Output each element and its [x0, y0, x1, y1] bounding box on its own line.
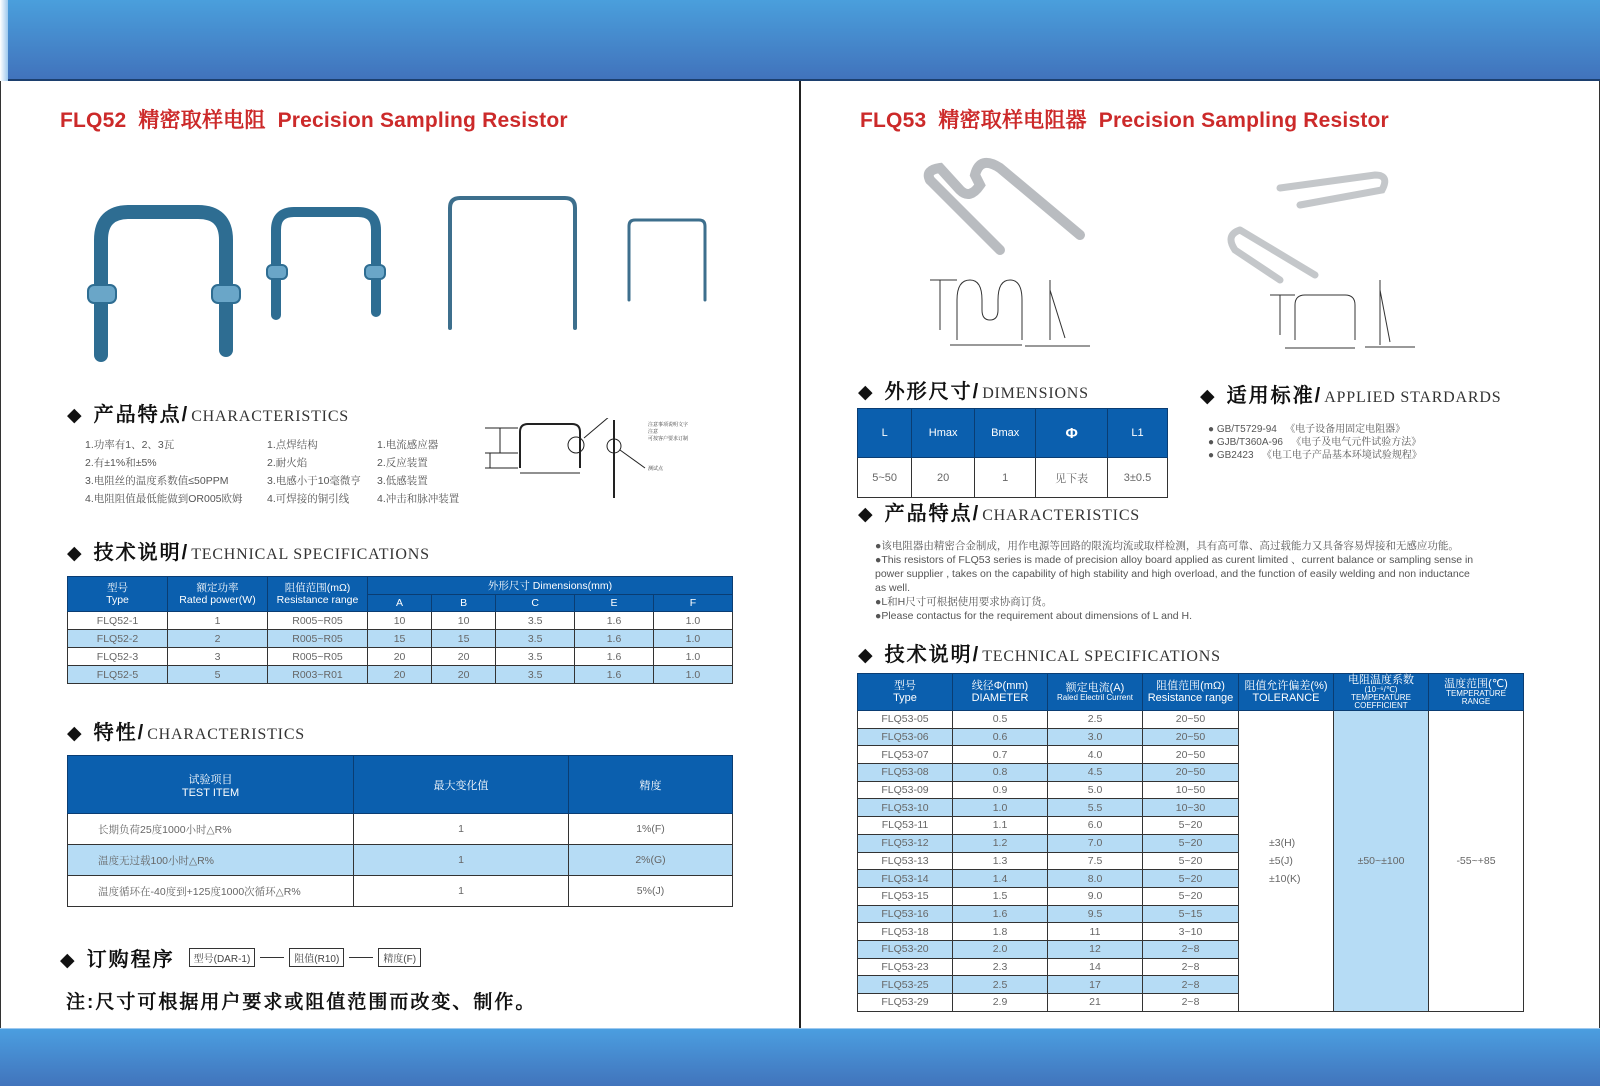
flq53-spec-table [857, 673, 1524, 1012]
col-header-diameter: Φ [1036, 409, 1108, 458]
table-row: 5~50 20 1 见下表 3±0.5 [858, 458, 1168, 498]
table-row: FLQ53-20 2.0 12 2~8 [858, 940, 1524, 958]
col-header-test-item: 试验项目 TEST ITEM [68, 756, 354, 814]
section-heading-tech-specs: ◆ 技术说明/ TECHNICAL SPECIFICATIONS [67, 542, 430, 564]
order-connector [260, 957, 284, 958]
col-header-current: 额定电流(A) Raled Electril Current [1048, 674, 1143, 711]
svg-text:注意事项说明文字: 注意事项说明文字 [648, 422, 689, 428]
flq53-title: FLQ53 精密取样电阻器 Precision Sampling Resistor [860, 109, 1389, 132]
col-header-range: 阻值范围(mΩ) Resistance range [1143, 674, 1239, 711]
flq52-spec-table [67, 576, 733, 684]
col-header-e: E [575, 595, 654, 612]
characteristic-item: 1.点焊结构 [267, 439, 318, 451]
order-box-model: 型号(DAR-1) [189, 948, 256, 967]
col-header-a: A [368, 595, 432, 612]
section-heading-characteristics: ◆ 产品特点/ CHARACTERISTICS [67, 404, 349, 426]
tolerance-cell: ±3(H) ±5(J) ±10(K) [1239, 711, 1334, 1012]
m-resistor-photo-icon [929, 163, 1080, 250]
u-resistor-tall-thin-icon [450, 198, 575, 328]
flq53-dimensions-table [857, 408, 1168, 498]
characteristics-paragraphs: ●该电阻器由精密合金制成，用作电源等回路的限流均流或取样检测，具有高可靠、高过载能力又具备容易焊接和无感应功能。 ●This resistors of FLQ53 series is made of precision alloy board applied as curent limited 、current balance or sampling sense in power supplier , takes on the capability of high stability and high overload, and the function of easily welding and non inductance as well. ●L和H尺寸可根据使用要求协商订货。 ●Please contactus for the requirement about dimensions of L and H. [875, 540, 1474, 622]
svg-text:注意: 注意 [648, 429, 659, 435]
svg-text:测试点: 测试点 [648, 466, 664, 472]
table-row: FLQ53-29 2.9 21 2~8 [858, 994, 1524, 1012]
page-divider [799, 81, 801, 1028]
diamond-bullet-icon: ◆ [67, 543, 82, 564]
characteristic-item: 4.电阻阻值最低能做到OR005欧姆 [85, 493, 243, 505]
table-row: FLQ52-5 5 R003~R01 20 20 3.5 1.6 1.0 [68, 666, 733, 684]
col-header-range: 阻值范围(mΩ) Resistance range [268, 577, 368, 612]
table-row: FLQ53-05 0.5 2.5 20~50 ±3(H) ±5(J) ±10(K) ±50~±100 -55~+85 [858, 711, 1524, 729]
characteristic-item: 3.电阻丝的温度系数值≤50PPM [85, 475, 229, 487]
section-heading-properties: ◆ 特性/ CHARACTERISTICS [67, 722, 305, 744]
table-row: FLQ53-11 1.1 6.0 5~20 [858, 817, 1524, 835]
table-row: FLQ53-08 0.8 4.5 20~50 [858, 764, 1524, 782]
dimension-drawings [930, 280, 1415, 348]
table-row: 长期负荷25度1000小时△R% 1 1%(F) [68, 814, 733, 845]
characteristic-item: 1.功率有1、2、3瓦 [85, 439, 175, 451]
table-row: 温度循环在-40度到+125度1000次循环△R% 1 5%(J) [68, 876, 733, 907]
u-resistor-photo-icon [1231, 175, 1385, 280]
col-header-hmax: Hmax [912, 409, 975, 458]
characteristic-item: 2.有±1%和±5% [85, 457, 157, 469]
table-row: FLQ53-10 1.0 5.5 10~30 [858, 799, 1524, 817]
table-row: FLQ53-25 2.5 17 2~8 [858, 976, 1524, 994]
table-row: FLQ53-06 0.6 3.0 20~50 [858, 728, 1524, 746]
page-border [0, 81, 1, 1028]
col-header-max-change: 最大变化值 [354, 756, 569, 814]
col-header-l: L [858, 409, 912, 458]
diamond-bullet-icon: ◆ [60, 950, 75, 971]
col-header-bmax: Bmax [974, 409, 1035, 458]
section-heading-dimensions: ◆ 外形尺寸/ DIMENSIONS [858, 381, 1089, 403]
table-row: FLQ53-14 1.4 8.0 5~20 [858, 870, 1524, 888]
table-row: FLQ52-3 3 R005~R05 20 20 3.5 1.6 1.0 [68, 648, 733, 666]
table-row: FLQ53-23 2.3 14 2~8 [858, 958, 1524, 976]
flq52-dimension-drawing [480, 418, 740, 510]
table-row: FLQ53-15 1.5 9.0 5~20 [858, 887, 1524, 905]
col-header-b: B [432, 595, 496, 612]
table-row: FLQ53-09 0.9 5.0 10~50 [858, 781, 1524, 799]
temp-range-cell: -55~+85 [1429, 711, 1524, 1012]
flq52-title [60, 104, 568, 134]
diamond-bullet-icon: ◆ [67, 405, 82, 426]
characteristic-item: 3.低感装置 [377, 475, 428, 487]
table-row: FLQ53-18 1.8 11 3~10 [858, 923, 1524, 941]
section-heading-characteristics-flq53: ◆ 产品特点/ CHARACTERISTICS [858, 503, 1140, 525]
temp-coefficient-cell: ±50~±100 [1334, 711, 1429, 1012]
table-row: FLQ53-13 1.3 7.5 5~20 [858, 852, 1524, 870]
standard-item: ● GB2423 《电工电子产品基本环境试验规程》 [1208, 450, 1422, 461]
flq52-product-photos [80, 190, 740, 370]
col-header-f: F [653, 595, 732, 612]
diamond-bullet-icon: ◆ [858, 504, 873, 525]
diamond-bullet-icon: ◆ [1200, 386, 1215, 407]
table-row: FLQ53-16 1.6 9.5 5~15 [858, 905, 1524, 923]
characteristic-item: 3.电感小于10毫微亨 [267, 475, 361, 487]
order-procedure: ◆ 订购程序 型号(DAR-1) 阻值(R10) 精度(F) [60, 943, 423, 972]
col-header-c: C [496, 595, 575, 612]
top-banner [0, 0, 1600, 81]
order-box-precision: 精度(F) [378, 948, 421, 967]
order-box-resistance: 阻值(R10) [289, 948, 344, 967]
col-header-temp-coefficient: 电阻温度系数 (10⁻⁶/℃) TEMPERATURE COEFFICIENT [1334, 674, 1429, 711]
diamond-bullet-icon: ◆ [67, 723, 82, 744]
svg-text:可按客户要求订制: 可按客户要求订制 [648, 436, 689, 442]
table-row: 温度无过载100小时△R% 1 2%(G) [68, 845, 733, 876]
characteristic-item: 4.冲击和脉冲装置 [377, 493, 460, 505]
table-row: FLQ52-1 1 R005~R05 10 10 3.5 1.6 1.0 [68, 612, 733, 630]
standards-list [1208, 423, 1422, 462]
title-en: Precision Sampling Resistor [277, 109, 568, 132]
title-model: FLQ52 [60, 109, 127, 132]
col-header-precision: 精度 [569, 756, 733, 814]
u-resistor-small-thin-icon [629, 220, 705, 300]
u-resistor-medium-icon [276, 212, 376, 315]
table-row: FLQ52-2 2 R005~R05 15 15 3.5 1.6 1.0 [68, 630, 733, 648]
bottom-banner [0, 1028, 1600, 1086]
title-cn: 精密取样电阻 [138, 109, 266, 132]
order-connector [349, 957, 373, 958]
col-header-power: 额定功率 Rated power(W) [168, 577, 268, 612]
u-resistor-large-icon [101, 212, 226, 355]
col-header-temp-range: 温度范围(℃) TEMPERATURE RANGE [1429, 674, 1524, 711]
flq52-properties-table [67, 755, 733, 907]
section-heading-tech-specs-flq53: ◆ 技术说明/ TECHNICAL SPECIFICATIONS [858, 644, 1221, 666]
diamond-bullet-icon: ◆ [858, 645, 873, 666]
characteristic-item: 4.可焊接的铜引线 [267, 493, 350, 505]
standard-item: ● GB/T5729-94 《电子设备用固定电阻器》 [1208, 424, 1406, 435]
col-header-l1: L1 [1108, 409, 1168, 458]
characteristic-item: 1.电流感应器 [377, 439, 439, 451]
col-header-type: 型号 Type [68, 577, 168, 612]
table-row: FLQ53-12 1.2 7.0 5~20 [858, 834, 1524, 852]
col-header-type: 型号 Type [858, 674, 953, 711]
characteristics-list [85, 438, 497, 506]
characteristic-item: 2.耐火焰 [267, 457, 308, 469]
col-header-diameter: 线径Φ(mm) DIAMETER [953, 674, 1048, 711]
col-header-dimensions: 外形尺寸 Dimensions(mm) [368, 577, 733, 595]
flq53-product-photos [920, 150, 1480, 365]
characteristic-item: 2.反应装置 [377, 457, 428, 469]
standard-item: ● GJB/T360A-96 《电子及电气元件试验方法》 [1208, 437, 1422, 448]
diamond-bullet-icon: ◆ [858, 382, 873, 403]
section-heading-standards: ◆ 适用标准/ APPLIED STARDARDS [1200, 385, 1502, 407]
col-header-tolerance: 阻值允许偏差(%) TOLERANCE [1239, 674, 1334, 711]
table-row: FLQ53-07 0.7 4.0 20~50 [858, 746, 1524, 764]
footnote: 注:尺寸可根据用户要求或阻值范围而改变、制作。 [66, 992, 537, 1013]
